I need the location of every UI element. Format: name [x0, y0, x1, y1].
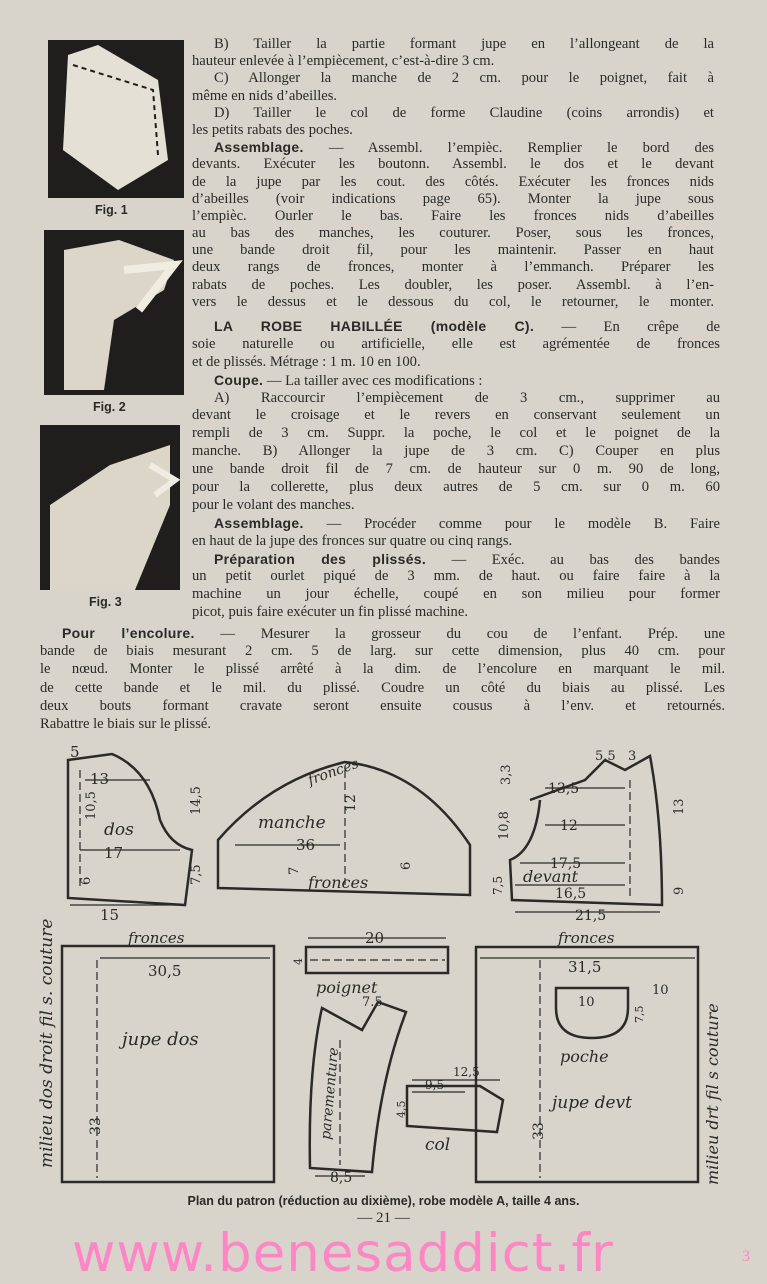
text-run: les petits rabats des poches. — [192, 121, 353, 138]
section-heading: Assemblage. — [214, 514, 304, 531]
side-label-left: milieu dos droit fil s. couture — [37, 918, 57, 1168]
text-run: — Exéc. au bas des bandes — [426, 551, 720, 568]
text-line — [192, 479, 720, 497]
text-line — [40, 679, 725, 697]
piece-label-jupe-devant: jupe devt — [552, 1093, 632, 1113]
text-run: — Mesurer la grosseur du cou de l’enfant. Prép. une — [194, 626, 725, 642]
text-block-model-b — [192, 36, 714, 311]
dim-label: 7.5 — [362, 995, 383, 1010]
text-run: le nœud. Monter le plissé arrêté à la dim. de l’encolure en marquant le mil. — [40, 661, 725, 678]
dim-label: 16,5 — [555, 886, 587, 902]
dim-label: 7,5 — [189, 864, 204, 885]
text-run: pour la collerette, plus deux autres de 5 cm. sur 0 m. 60 — [192, 479, 720, 496]
fronces-label: fronces — [128, 929, 185, 947]
piece-label-col: col — [425, 1135, 451, 1155]
piece-label-jupe-dos: jupe dos — [122, 1029, 199, 1050]
text-line — [192, 53, 714, 70]
text-line — [192, 225, 714, 242]
text-run: B) Tailler la partie formant jupe en l’allongeant de la — [214, 36, 714, 52]
text-run: Rabattre le biais sur le plissé. — [40, 715, 212, 732]
text-line — [192, 515, 720, 533]
text-run: au bas des manches, les couturer. Poser, sous les fronces, — [192, 225, 714, 242]
text-line — [192, 390, 720, 408]
text-run: manche. B) Allonger la jupe de 3 cm. C) Couper en plus — [192, 443, 720, 460]
dim-label: 10,8 — [497, 811, 512, 840]
text-line — [192, 156, 714, 173]
dim-label: 7,5 — [633, 1005, 646, 1023]
text-run: pour le volant des manches. — [192, 496, 355, 513]
dim-label: 3 — [628, 749, 637, 764]
dim-label: 14,5 — [189, 786, 204, 815]
dim-label: 21,5 — [575, 908, 607, 924]
text-line — [192, 139, 714, 156]
dim-label: 13,5 — [548, 781, 580, 797]
diagram-caption: Plan du patron (réduction au dixième), robe modèle A, taille 4 ans. — [187, 1194, 580, 1208]
text-run: machine un jour échelle, coupé en son milieu pour former — [192, 586, 720, 603]
text-line — [40, 660, 725, 678]
text-line — [192, 372, 720, 390]
text-run: l’empièc. Ourler le bas. Faire les fronces nids d’abeilles — [192, 207, 714, 224]
text-run: C) Allonger la manche de 2 cm. pour le poignet, fait à — [214, 70, 714, 87]
dim-label: 10 — [652, 983, 669, 998]
watermark: www.benesaddict.fr — [72, 1223, 614, 1284]
col-piece — [407, 1086, 503, 1132]
pattern-diagram — [0, 740, 767, 1195]
text-line — [192, 604, 720, 622]
piece-label-devant: devant — [523, 867, 579, 886]
piece-label-manche: manche — [258, 813, 326, 833]
dim-label: 9,5 — [425, 1078, 445, 1092]
text-run: — Procéder comme pour le modèle B. Faire — [303, 515, 720, 532]
text-run: picot, puis faire exécuter un fin plissé machine. — [192, 604, 468, 621]
dim-label: 8,5 — [330, 1170, 353, 1186]
dim-label: 31,5 — [568, 958, 602, 976]
text-line — [192, 443, 720, 461]
text-line — [192, 122, 714, 139]
dim-label: 12,5 — [453, 1065, 480, 1079]
text-run: un petit ourlet piqué de 3 mm. de haut. ou faire faire à la — [192, 568, 720, 585]
text-line — [192, 407, 720, 425]
text-line — [192, 336, 720, 354]
text-line — [192, 318, 720, 336]
text-run: rabats de poches. Les doubler, les poser. Assembl. à l’en- — [192, 276, 714, 293]
text-run: et de plissés. Métrage : 1 m. 10 en 100. — [192, 353, 421, 370]
dim-label: 17 — [104, 844, 124, 862]
figure-3-label: Fig. 3 — [89, 595, 122, 609]
text-line — [192, 568, 720, 586]
text-run: devants. Exécuter les boutonn. Assembl. le dos et le devant — [192, 156, 714, 173]
text-run: deux bouts formant cravate seront ensuite cousus à l’env. et retournés. — [40, 697, 725, 714]
dim-label: 13 — [90, 770, 110, 788]
dim-label: 15 — [100, 906, 120, 924]
dim-label: 9 — [672, 886, 687, 895]
text-run: soie naturelle ou artificielle, elle est agrémentée de fronces — [192, 335, 720, 352]
text-block-encolure — [40, 624, 725, 733]
figure-3-photo — [40, 425, 180, 590]
piece-label-dos: dos — [104, 820, 134, 840]
text-line — [40, 715, 725, 733]
text-line — [192, 294, 714, 311]
fronces-label: fronces — [305, 755, 361, 789]
figure-2-photo — [44, 230, 184, 395]
text-line — [192, 70, 714, 87]
dim-label: 7 — [287, 866, 302, 875]
text-run: — La tailler avec ces modifications : — [263, 372, 483, 389]
text-block-model-c — [192, 318, 720, 622]
section-heading: Pour l’encolure. — [62, 625, 195, 641]
text-run: d’abeilles (voir indications page 65). Monter la jupe sous — [192, 190, 714, 207]
dim-label: 17,5 — [550, 856, 582, 872]
text-run: deux rangs de fronces, monter à l’emmanch. Préparer les — [192, 259, 714, 276]
text-line — [192, 36, 714, 53]
section-heading: LA ROBE HABILLÉE (modèle C). — [214, 318, 535, 334]
piece-label-parementure: parementure — [318, 1046, 343, 1141]
piece-label-poignet: poignet — [316, 978, 378, 997]
dim-label: 3,3 — [499, 764, 514, 785]
text-line — [40, 697, 725, 715]
text-run: en haut de la jupe des fronces sur quatre ou cinq rangs. — [192, 532, 513, 549]
page-number: — 21 — — [357, 1210, 410, 1226]
text-line — [192, 277, 714, 294]
text-run: hauteur enlevée à l’empiècement, c’est-à-dire 3 cm. — [192, 53, 495, 70]
text-run: même en nids d’abeilles. — [192, 87, 338, 104]
jupe-dos-piece — [62, 946, 274, 1182]
dim-label: 5,5 — [595, 749, 616, 764]
text-run: D) Tailler le col de forme Claudine (coins arrondis) et — [214, 104, 714, 121]
text-line — [192, 105, 714, 122]
text-line — [192, 174, 714, 191]
dim-label: 4,5 — [395, 1100, 408, 1118]
dim-label: 30,5 — [148, 962, 182, 980]
text-run: vers le dessus et le dessous du col, le retourner, le monter. — [192, 293, 714, 310]
dim-label: 33 — [88, 1117, 104, 1135]
text-line — [192, 425, 720, 443]
text-run: rempli de 3 cm. Suppr. la poche, le col et le poignet de la — [192, 425, 720, 442]
text-run: de la jupe par les cout. des côtés. Exécuter les fronces nids — [192, 173, 714, 190]
dim-label: 6 — [399, 861, 414, 870]
dim-label: 13 — [672, 798, 687, 815]
text-line — [40, 624, 725, 642]
text-line — [40, 642, 725, 660]
figure-1-label: Fig. 1 — [95, 203, 128, 217]
text-line — [192, 208, 714, 225]
piece-label-poche: poche — [560, 1047, 609, 1066]
dim-label: 10,5 — [84, 791, 99, 820]
text-line — [192, 259, 714, 276]
side-label-right: milieu drt fil s couture — [703, 1003, 722, 1185]
fronces-label: fronces — [308, 873, 369, 892]
fronces-label: fronces — [558, 929, 615, 947]
text-line — [192, 461, 720, 479]
figure-1-photo — [48, 40, 184, 198]
text-line — [192, 586, 720, 604]
text-line — [192, 497, 720, 515]
text-run: de cette bande et le mil. du plissé. Coudre un côté du biais au plissé. Les — [40, 679, 725, 696]
dim-label: 5 — [70, 743, 80, 761]
dim-label: 36 — [296, 836, 316, 854]
text-run: une bande droit fil, pour les maintenir. Passer en haut — [192, 242, 714, 259]
text-run: A) Raccourcir l’empiècement de 3 cm., supprimer au — [214, 389, 720, 406]
section-heading: Préparation des plissés. — [214, 550, 427, 567]
text-line — [192, 533, 720, 551]
text-run: bande de biais mesurant 2 cm. 5 de larg. sur cette dimension, plus 40 cm. pour — [40, 643, 725, 660]
pattern-piece-image — [40, 425, 180, 590]
dim-label: 12 — [343, 794, 359, 812]
dim-label: 4 — [292, 958, 305, 965]
dim-label: 6 — [79, 876, 94, 885]
text-line — [192, 88, 714, 105]
text-run: — En crêpe de — [534, 319, 720, 335]
text-line — [192, 191, 714, 208]
section-heading: Assemblage. — [214, 139, 304, 156]
dim-label: 20 — [365, 929, 385, 947]
watermark-suffix: 3 — [742, 1248, 750, 1265]
dim-label: 33 — [531, 1122, 547, 1140]
dim-label: 7,5 — [491, 875, 505, 895]
text-line — [192, 551, 720, 569]
text-run: une bande droit fil de 7 cm. de hauteur sur 0 m. 90 de long, — [192, 461, 720, 478]
dim-label: 10 — [578, 995, 595, 1010]
figure-2-label: Fig. 2 — [93, 400, 126, 414]
pattern-piece-image — [48, 40, 184, 198]
text-run: — Assembl. l’empièc. Remplier le bord des — [303, 140, 714, 157]
text-run: devant le croisage et le revers en conservant seulement un — [192, 407, 720, 424]
text-line — [192, 242, 714, 259]
section-heading: Coupe. — [214, 371, 264, 388]
pattern-piece-image — [44, 230, 184, 395]
text-line — [192, 354, 720, 372]
dim-label: 12 — [560, 818, 578, 834]
